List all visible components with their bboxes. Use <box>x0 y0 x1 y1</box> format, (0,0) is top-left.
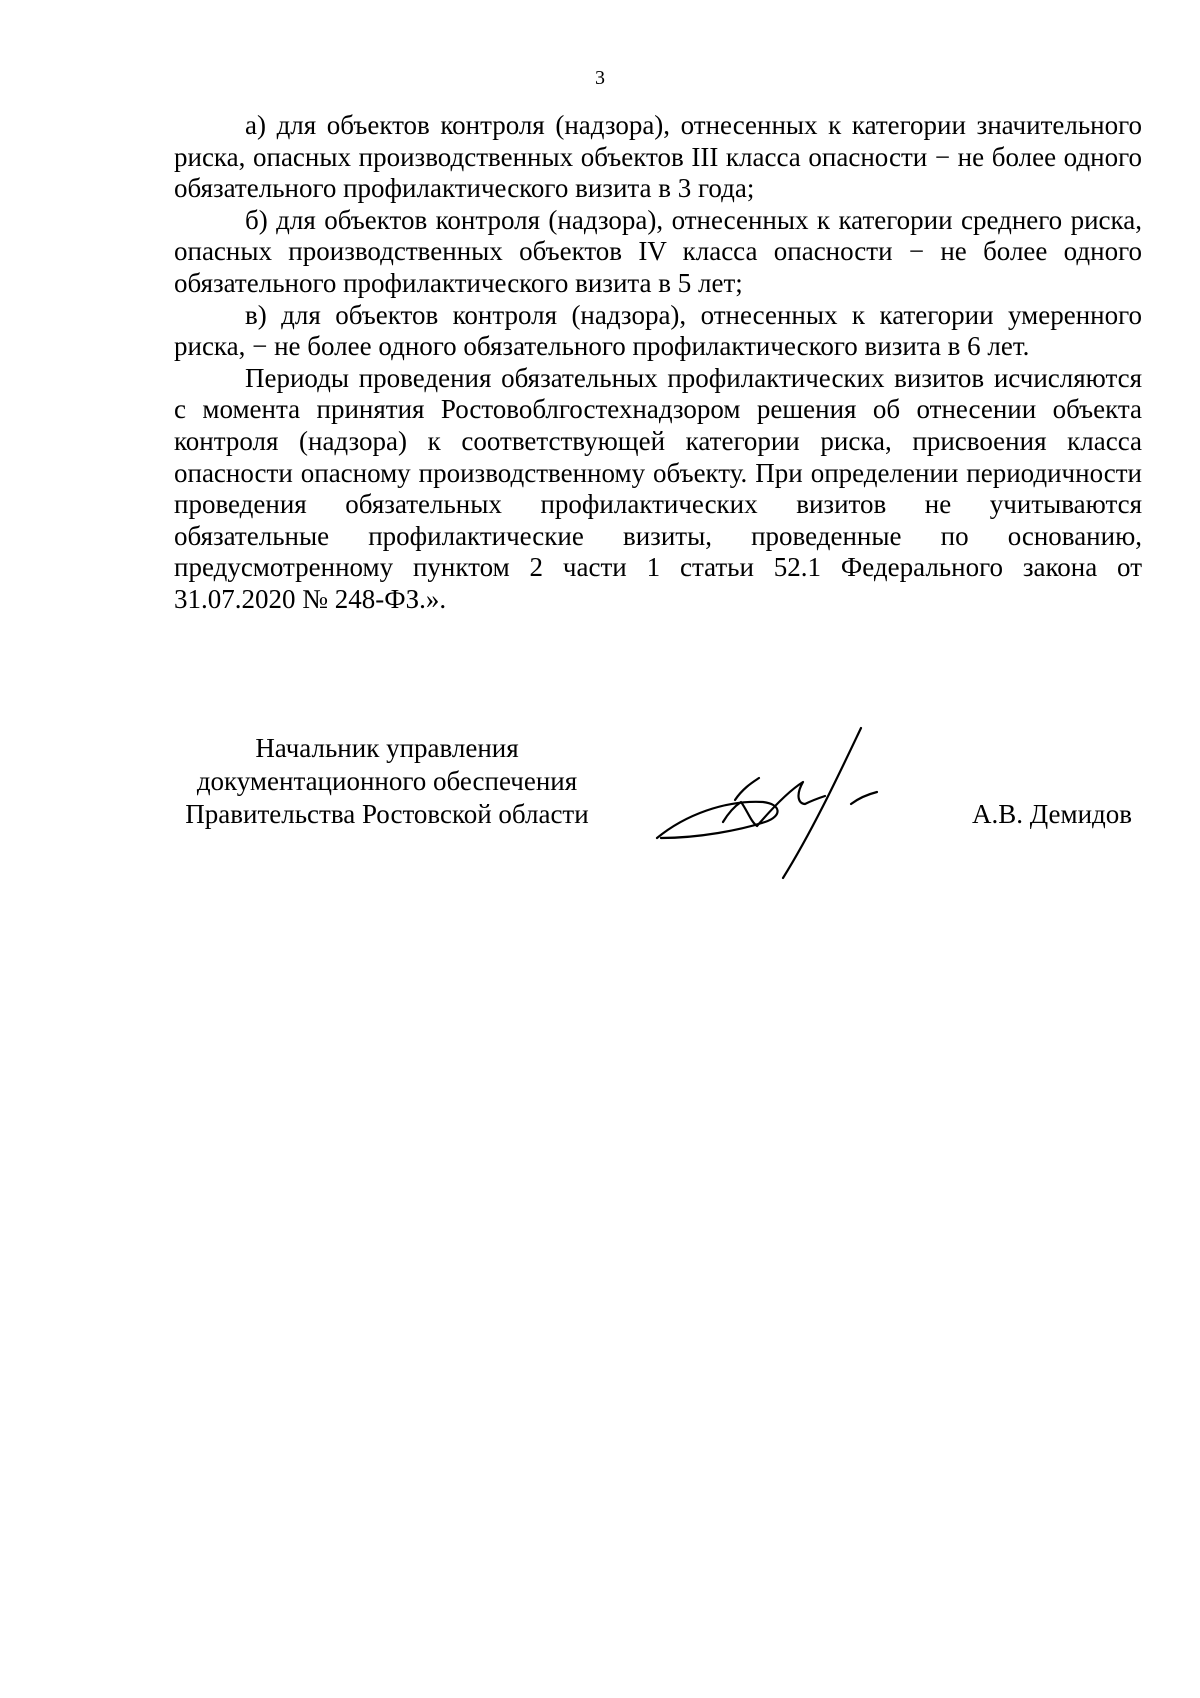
paragraph-item-b: б) для объектов контроля (надзора), отнесенных к категории среднего риска, опасных производственных объектов IV класса опасности − не более одного обязательного профилактического визита в 5 лет; <box>174 204 1142 298</box>
paragraph-periods: Периоды проведения обязательных профилактических визитов исчисляются с момента принятия Ростовоблгостехнадзором решения об отнесении объекта контроля (надзора) к соответствующей категории риска, присвоения класса опасности опасному производственному объекту. При определении периодичности проведения обязательных профилактических визитов не учитываются обязательные профилактические визиты, проведенные по основанию, предусмотренному пунктом 2 части 1 статьи 52.1 Федерального закона от 31.07.2020 № 248-ФЗ.». <box>174 362 1142 614</box>
position-line: Правительства Ростовской области <box>185 799 589 829</box>
signatory-name: А.В. Демидов <box>972 799 1133 829</box>
position-line: документационного обеспечения <box>196 766 578 796</box>
paragraph-item-v: в) для объектов контроля (надзора), отнесенных к категории умеренного риска, − не более одного обязательного профилактического визита в 6 лет. <box>174 299 1142 362</box>
document-body <box>174 110 1142 616</box>
handwritten-signature <box>655 720 945 880</box>
signatory-position <box>172 732 602 831</box>
page-number: 3 <box>595 67 605 89</box>
position-line: Начальник управления <box>255 733 519 763</box>
paragraph-item-a: а) для объектов контроля (надзора), отнесенных к категории значительного риска, опасных производственных объектов III класса опасности − не более одного обязательного профилактического визита в 3 года; <box>174 110 1142 204</box>
